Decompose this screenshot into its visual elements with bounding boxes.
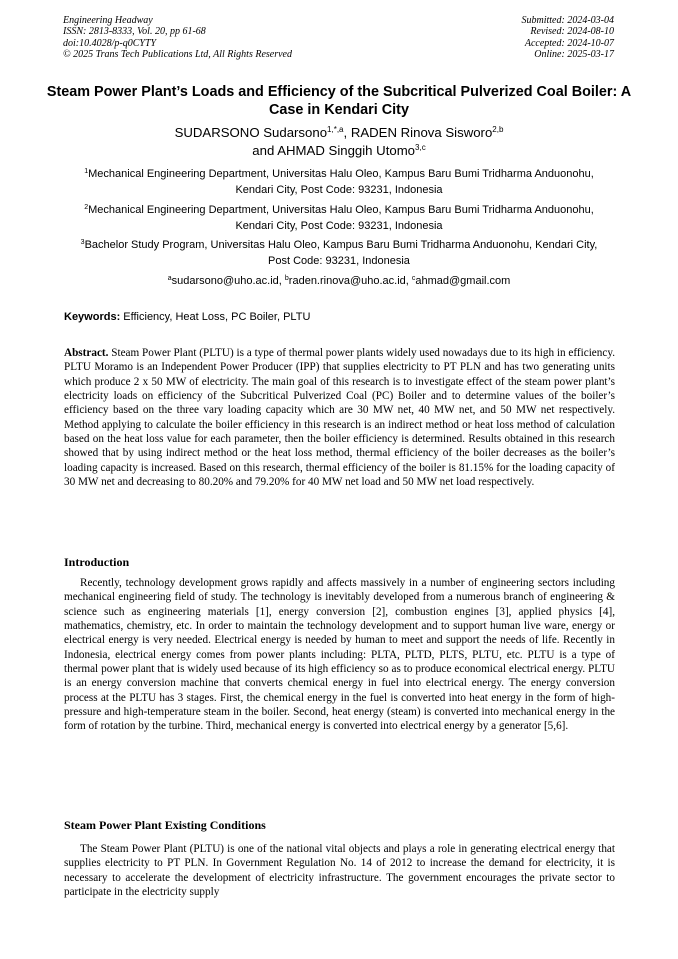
email-address[interactable]: ahmad@gmail.com [415,275,511,287]
existing-conditions-paragraph: The Steam Power Plant (PLTU) is one of the national vital objects and plays a role in generating electrical energy that supplies electricity to PT PLN. In Government Regulation No. 14 of 2012 to increase the demand for electricity, it is necessary to accelerate the development of electricity infrastructure. The government encourages the private sector to participate in the electricity supply [64,843,615,899]
email-mark: b [284,275,289,282]
paper-title: Steam Power Plant’s Loads and Efficiency of the Subcritical Pulverized Coal Boiler: A Case in Kendari City [46,84,632,118]
author-affiliation-mark: 2,b [492,125,504,134]
affiliation-mark: 2 [84,204,89,211]
keywords [64,310,616,325]
date-revised: Revised: 2024-08-10 [530,26,614,38]
section-heading-introduction: Introduction [64,555,130,569]
abstract-label: Abstract. [64,347,109,359]
affiliation-text: Mechanical Engineering Department, Universitas Halu Oleo, Kampus Baru Bumi Tridharma Anduonohu, Kendari City, Post Code: 93231, Indonesia [88,204,594,232]
email-address[interactable]: raden.rinova@uho.ac.id, [288,275,412,287]
section-heading-existing-conditions: Steam Power Plant Existing Conditions [64,818,266,832]
keywords-label: Keywords: [64,311,121,323]
affiliation-text: Mechanical Engineering Department, Universitas Halu Oleo, Kampus Baru Bumi Tridharma Anduonohu, Kendari City, Post Code: 93231, Indonesia [88,168,594,196]
abstract-text: Steam Power Plant (PLTU) is a type of thermal power plants widely used nowadays due to its high in efficiency. PLTU Moramo is an Independent Power Producer (IPP) that supplies electricity to PT PLN and has two generating units which produce 2 x 50 MW of electricity. The main goal of this research is to investigate effect of the steam power plant’s electricity loads on efficiency of the Subcritical Pulverized Coal (PC) Boiler and to determine values of the boiler’s efficiency based on the three vary loading capacity which are 30 MW net, 40 MW net, and 50 MW net respectively. Method applying to calculate the boiler efficiency in this research is an indirect method or heat loss method of calculation based on the heat loss value for each parameter, then the boiler efficiency is determined. Results obtained in this research showed that by using indirect method or the heat loss method, thermal efficiency of the boiler decreases as the boiler’s loading capacity is increased. Based on this research, thermal efficiency of the boiler is 81.15% for the loading capacity of 30 MW net and decreasing to 80.20% and 79.20% for 40 MW net load and 50 MW net load respectively. [64,347,615,489]
affiliation-mark: 1 [84,168,89,175]
author-affiliation-mark: 3,c [415,143,426,152]
email-address[interactable]: sudarsono@uho.ac.id, [171,275,285,287]
author-conjunction: and [252,143,278,158]
journal-name: Engineering Headway [63,15,153,26]
journal-issn: ISSN: 2813-8333, Vol. 20, pp 61-68 [63,26,206,38]
publication-dates [522,15,615,60]
journal-copyright: © 2025 Trans Tech Publications Ltd, All Rights Reserved [63,48,292,60]
email-mark: c [411,275,416,282]
affiliation-mark: 3 [80,239,85,246]
author-name: SUDARSONO Sudarsono [174,125,328,140]
journal-doi[interactable]: doi:10.4028/p-q0CYTY [63,37,157,49]
affiliation-text: Bachelor Study Program, Universitas Halu Oleo, Kampus Baru Bumi Tridharma Anduonohu, Kendari City, Post Code: 93231, Indonesia [84,239,598,267]
author-name: AHMAD Singgih Utomo [277,143,416,158]
date-submitted: Submitted: 2024-03-04 [521,15,614,26]
affiliation [70,167,608,198]
affiliation [70,238,608,269]
journal-info [63,15,292,60]
introduction-paragraph: Recently, technology development grows rapidly and affects massively in a number of engineering sectors including mechanical engineering field of study. The technology is inevitably developed from a numerous branch of engineering & science such as engineering materials [1], energy conversion [2], combustion engines [3], applied physics [4], mathematics, chemistry, etc. In order to maintain the technology development and to support human live ware, energy or electrical energy is very needed. Electrical energy is needed by human to meet and support the needs of life. Recently in Indonesia, electrical energy comes from power plants including: PLTA, PLTD, PLTS, PLTU, etc. PLTU is a type of thermal power plant that is widely used because of its high efficiency so as to produce economical electrical energy. PLTU is an energy conversion machine that converts chemical energy in fuel into electrical energy. The energy conversion process at the PLTU has 3 stages. First, the chemical energy in the fuel is converted into heat energy in the form of high-pressure and high-temperature steam in the boiler. Second, heat energy (steam) is converted into mechanical energy in the form of rotation by the turbine. Third, mechanical energy is converted into electrical energy by a generator [5,6]. [64,577,615,733]
affiliation [70,203,608,234]
author-list [40,124,638,160]
author-name: RADEN Rinova Sisworo [350,125,493,140]
abstract [64,346,615,489]
author-emails [40,274,638,289]
author-separator: , [343,125,351,140]
email-mark: a [167,275,172,282]
date-accepted: Accepted: 2024-10-07 [524,37,614,49]
author-affiliation-mark: 1,*,a [327,125,344,134]
date-online: Online: 2025-03-17 [534,48,614,60]
keywords-text: Efficiency, Heat Loss, PC Boiler, PLTU [120,311,311,323]
